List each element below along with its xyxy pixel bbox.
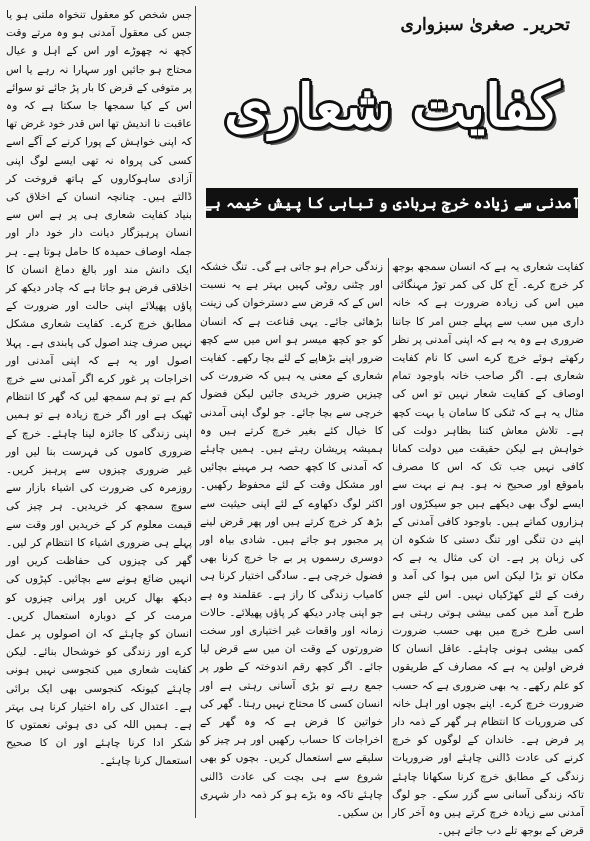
article-subtitle: آمدنی سے زیادہ خرچ بربادی و تباہی کا پیش خیمہ ہے xyxy=(203,194,581,212)
column-divider xyxy=(195,6,196,818)
article-header xyxy=(200,6,584,252)
article-title: کفایت شعاری xyxy=(224,72,560,140)
column-text: کفایت شعاری یہ ہے کہ انسان سمجھ بوجھ کر خرچ کرے۔ آج کل کی کمر توڑ مہنگائی میں اس کی زیادہ ضرورت ہے کہ خانہ داری میں سب سے پہلے جس امر کا جاننا ضروری ہے وہ یہ ہے کہ اپنی آمدنی پر نظر رکھتے ہوئے خرچ کرے اسی کا نام کفایت شعاری ہے۔ اگر صاحب خانہ باوجود تمام اوصاف کے کفایت شعار نہیں تو اس کی مثال یہ ہے کہ ٹنکی کا سامان یا بہت کچھ ہے۔ تلاش معاش کتنا بظاہر دولت کی خواہش ہے لیکن حقیقت میں دولت کمانا کافی نہیں جب تک کہ اس کا مصرف باموقع اور صحیح نہ ہو۔ ہم نے بہت سے ایسے لوگ بھی دیکھے ہیں جو سیکڑوں اور ہزاروں کماتے ہیں۔ باوجود کافی آمدنی کے اپنے دن تنگی اور تنگ دستی کا شکوہ ان کی زبان پر ہے۔ ان کی مثال یہ ہے کہ مکان تو بڑا لیکن اس میں ہوا کی آمد و رفت کے لئے کھڑکیاں نہیں۔ اس لئے جس طرح آمد میں کمی بیشی ہوتی رہتی ہے اسی طرح خرچ میں بھی حسب ضرورت کمی بیشی ہونی چاہئے۔ عاقل انسان کا فرض اولین یہ ہے کہ مصارف کے طریقوں کو علم رکھے۔ یہ بھی ضروری ہے کہ حسب ضرورت خرچ کرے۔ اپنے بچوں اور اہل خانہ کی ضروریات کا انتظام ہر گھر کے ذمہ دار پر فرض ہے۔ خاندان کے لوگوں کو خرچ کرنے کی عادت ڈالنی چاہئے اور ضروریات زندگی کے مطابق خرچ کرنا سکھانا چاہئے تاکہ زندگی آسانی سے گزر سکے۔ جو لوگ آمدنی سے زیادہ خرچ کرتے ہیں وہ آخر کار قرض کے بوجھ تلے دب جاتے ہیں۔ xyxy=(392,261,584,838)
article-column-middle xyxy=(200,258,383,818)
article-column-left xyxy=(6,6,192,818)
subtitle-band xyxy=(203,188,581,218)
article-column-right xyxy=(392,258,584,838)
column-divider xyxy=(388,258,389,818)
column-text: جس شخص کو معقول تنخواہ ملتی ہو یا جس کی معقول آمدنی ہو وہ مرتے وقت کچھ نہ چھوڑے اور اس کے اہل و عیال محتاج ہو جائیں اور سہارا نہ رہے یا اس پر متوفی کے قرض کا بار پڑ جائے تو سوائے اس کے کیا سمجھا جا سکتا ہے کہ وہ عاقبت نا اندیش تھا اس قدر خود غرض تھا کہ اپنی خواہش کے پورا کرنے کے آگے اسے کسی کی پرواہ نہ تھی ایسے لوگ اپنی آزادی ساہوکاروں کے ہاتھ فروخت کر ڈالتے ہیں۔ چنانچہ انسان کے اخلاق کی بنیاد کفایت شعاری ہی پر ہے اس سے انسان پرہیزگار دیانت دار خود دار اور جملہ اوصاف حمیدہ کا حامل ہوتا ہے۔ ہر ایک دانش مند اور بالغ دماغ انسان کا اخلاقی فرض ہو جاتا ہے کہ چادر دیکھ کر پاؤں پھیلائے اپنی حالت اور ضرورت کے مطابق خرچ کرے۔ کفایت شعاری مشکل نہیں صرف چند اصول کی پابندی ہے۔ پہلا اصول اور یہ ہے کہ اپنی آمدنی اور اخراجات پر غور کرے اگر آمدنی سے خرچ کم ہے تو ہم سمجھ لیں کہ گھر کا انتظام ٹھیک ہے اور اگر خرچ زیادہ ہے تو ہمیں اپنی زندگی کا جائزہ لینا چاہئے۔ خرچ کے ضروری کاموں کی فہرست بنا لیں اور غیر ضروری چیزوں سے پرہیز کریں۔ روزمرہ کی ضرورت کی اشیاء بازار سے سوچ سمجھ کر خریدیں۔ ہر چیز کی قیمت معلوم کر کے خریدیں اور وقت سے پہلے ہی ضروری اشیاء کا انتظام کر لیں۔ گھر کی چیزوں کی حفاظت کریں اور انہیں ضائع ہونے سے بچائیں۔ کپڑوں کی دیکھ بھال کریں اور پرانی چیزوں کو مرمت کر کے دوبارہ استعمال کریں۔ انسان کو چاہئے کہ ان اصولوں پر عمل کرے اور زندگی کو خوشحال بنائے۔ لیکن کفایت شعاری میں کنجوسی نہیں ہونی چاہئے کیونکہ کنجوسی بھی ایک برائی ہے۔ اعتدال کی راہ اختیار کرنا ہی بہتر ہے۔ ہمیں اللہ کی دی ہوئی نعمتوں کا شکر ادا کرنا چاہئے اور ان کا صحیح استعمال کرنا چاہئے۔ xyxy=(6,9,192,768)
column-text: زندگی حرام ہو جاتی ہے گی۔ تنگ خشکہ اور چٹنی روٹی کہیں بہتر ہے یہ نسبت اس کے کہ قرض سے دسترخوان کی زینت بڑھائی جائے۔ یہی قناعت ہے کہ انسان کو جو کچھ میسر ہو اس میں سے کچھ ضرور اپنے بڑھاپے کے لئے بچا رکھے۔ کفایت شعاری کے معنی یہ ہیں کہ ضرورت کی چیزیں ضرور خریدی جائیں لیکن فضول خرچی سے بچا جائے۔ جو لوگ اپنی آمدنی کا خیال کئے بغیر خرچ کرتے ہیں وہ ہمیشہ پریشان رہتے ہیں۔ ہمیں چاہئے کہ آمدنی کا کچھ حصہ ہر مہینے بچائیں اور مشکل وقت کے لئے محفوظ رکھیں۔ اکثر لوگ دکھاوے کے لئے اپنی حیثیت سے بڑھ کر خرچ کرتے ہیں اور پھر قرض لینے پر مجبور ہو جاتے ہیں۔ شادی بیاہ اور دوسری رسموں پر بے جا خرچ کرنا بھی فضول خرچی ہے۔ سادگی اختیار کرنا ہی کامیاب زندگی کا راز ہے۔ عقلمند وہ ہے جو اپنی چادر دیکھ کر پاؤں پھیلائے۔ حالات زمانہ اور واقعات غیر اختیاری اور سخت ضرورتوں کے وقت ان میں سے قرض لیا جائے۔ اگر کچھ رقم اندوختہ کے طور پر جمع رہے تو بڑی آسانی رہتی ہے اور انسان کسی کا محتاج نہیں رہتا۔ گھر کی خواتین کا فرض ہے کہ وہ گھر کے اخراجات کا حساب رکھیں اور ہر چیز کو سلیقے سے استعمال کریں۔ بچوں کو بھی شروع سے ہی بچت کی عادت ڈالنی چاہئے تاکہ وہ بڑے ہو کر ذمہ دار شہری بن سکیں۔ xyxy=(200,261,383,820)
article-byline: تحریر۔ صغریٰ سبزواری xyxy=(400,15,570,35)
